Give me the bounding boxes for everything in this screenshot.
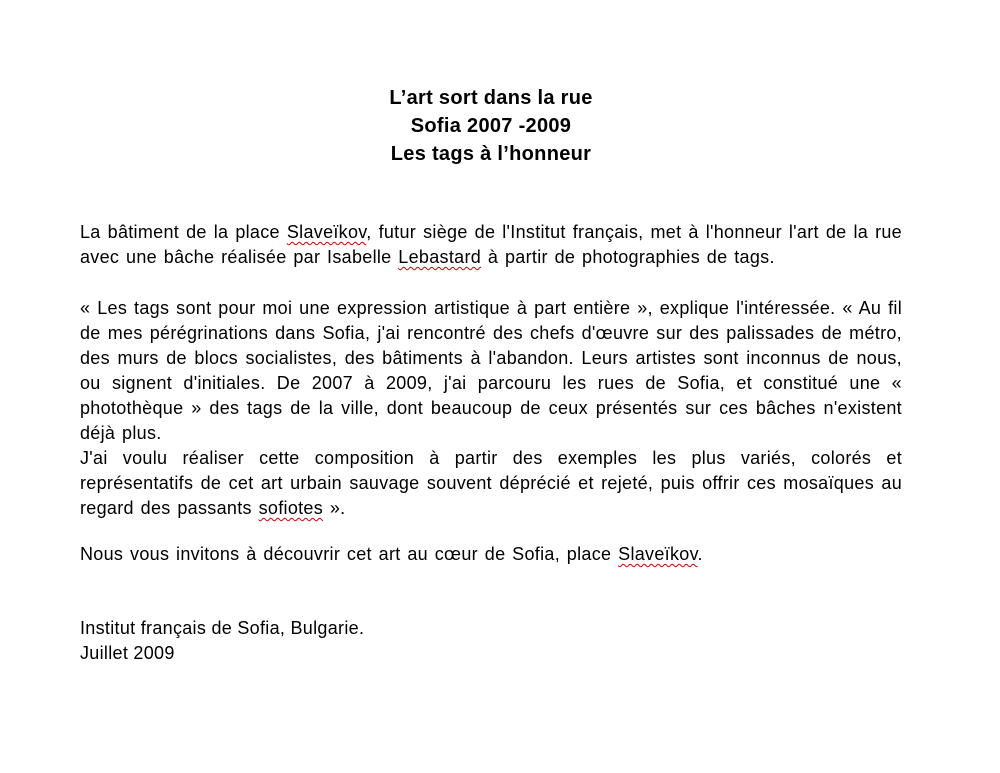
title-line-2: Sofia 2007 -2009 [410, 115, 572, 137]
title-line-3: Les tags à l’honneur [390, 143, 592, 165]
text-segment: , futur siège de l'Institut français, met à l'honneur l'art de la rue avec une bâche réalisée par Isabelle [80, 222, 902, 267]
misspelled-word-slaveikov: Slaveïkov [286, 222, 367, 242]
paragraph-intro [80, 220, 902, 270]
misspelled-word-lebastard: Lebastard [398, 247, 482, 267]
footer-line-institution: Institut français de Sofia, Bulgarie. [80, 618, 365, 638]
text-segment: . [697, 544, 703, 564]
text-segment: à partir de photographies de tags. [481, 247, 775, 267]
text-segment: Nous vous invitons à découvrir cet art au cœur de Sofia, place [80, 544, 619, 564]
misspelled-word-slaveikov-2: Slaveïkov [618, 544, 698, 564]
document-footer [80, 616, 902, 666]
footer-line-date: Juillet 2009 [80, 643, 175, 663]
text-segment: ». [323, 498, 346, 518]
text-segment: La bâtiment de la place [80, 222, 287, 242]
document-title [80, 84, 902, 168]
text-segment: « Les tags sont pour moi une expression artistique à part entière », explique l'intéressée. « Au fil de mes pérégrinations dans Sofia, j'ai rencontré des chefs d'œuvre sur des palissades de métro, des murs de blocs socialistes, des bâtiments à l'abandon. Leurs artistes sont inconnus de nous, ou signent d'initiales. De 2007 à 2009, j'ai parcouru les rues de Sofia, et constitué une « photothèque » des tags de la ville, dont beaucoup de ceux présentés sur ces bâches n'existent déjà plus. [80, 298, 902, 443]
title-line-1: L’art sort dans la rue [389, 87, 593, 109]
misspelled-word-sofiotes: sofiotes [258, 498, 324, 518]
paragraph-quote-part2 [80, 446, 902, 521]
text-segment: J'ai voulu réaliser cette composition à partir des exemples les plus variés, colorés et représentatifs de cet art urbain sauvage souvent déprécié et rejeté, puis offrir ces mosaïques au regard des passants [80, 448, 902, 518]
paragraph-invitation [80, 542, 902, 567]
paragraph-quote-part1 [80, 296, 902, 446]
